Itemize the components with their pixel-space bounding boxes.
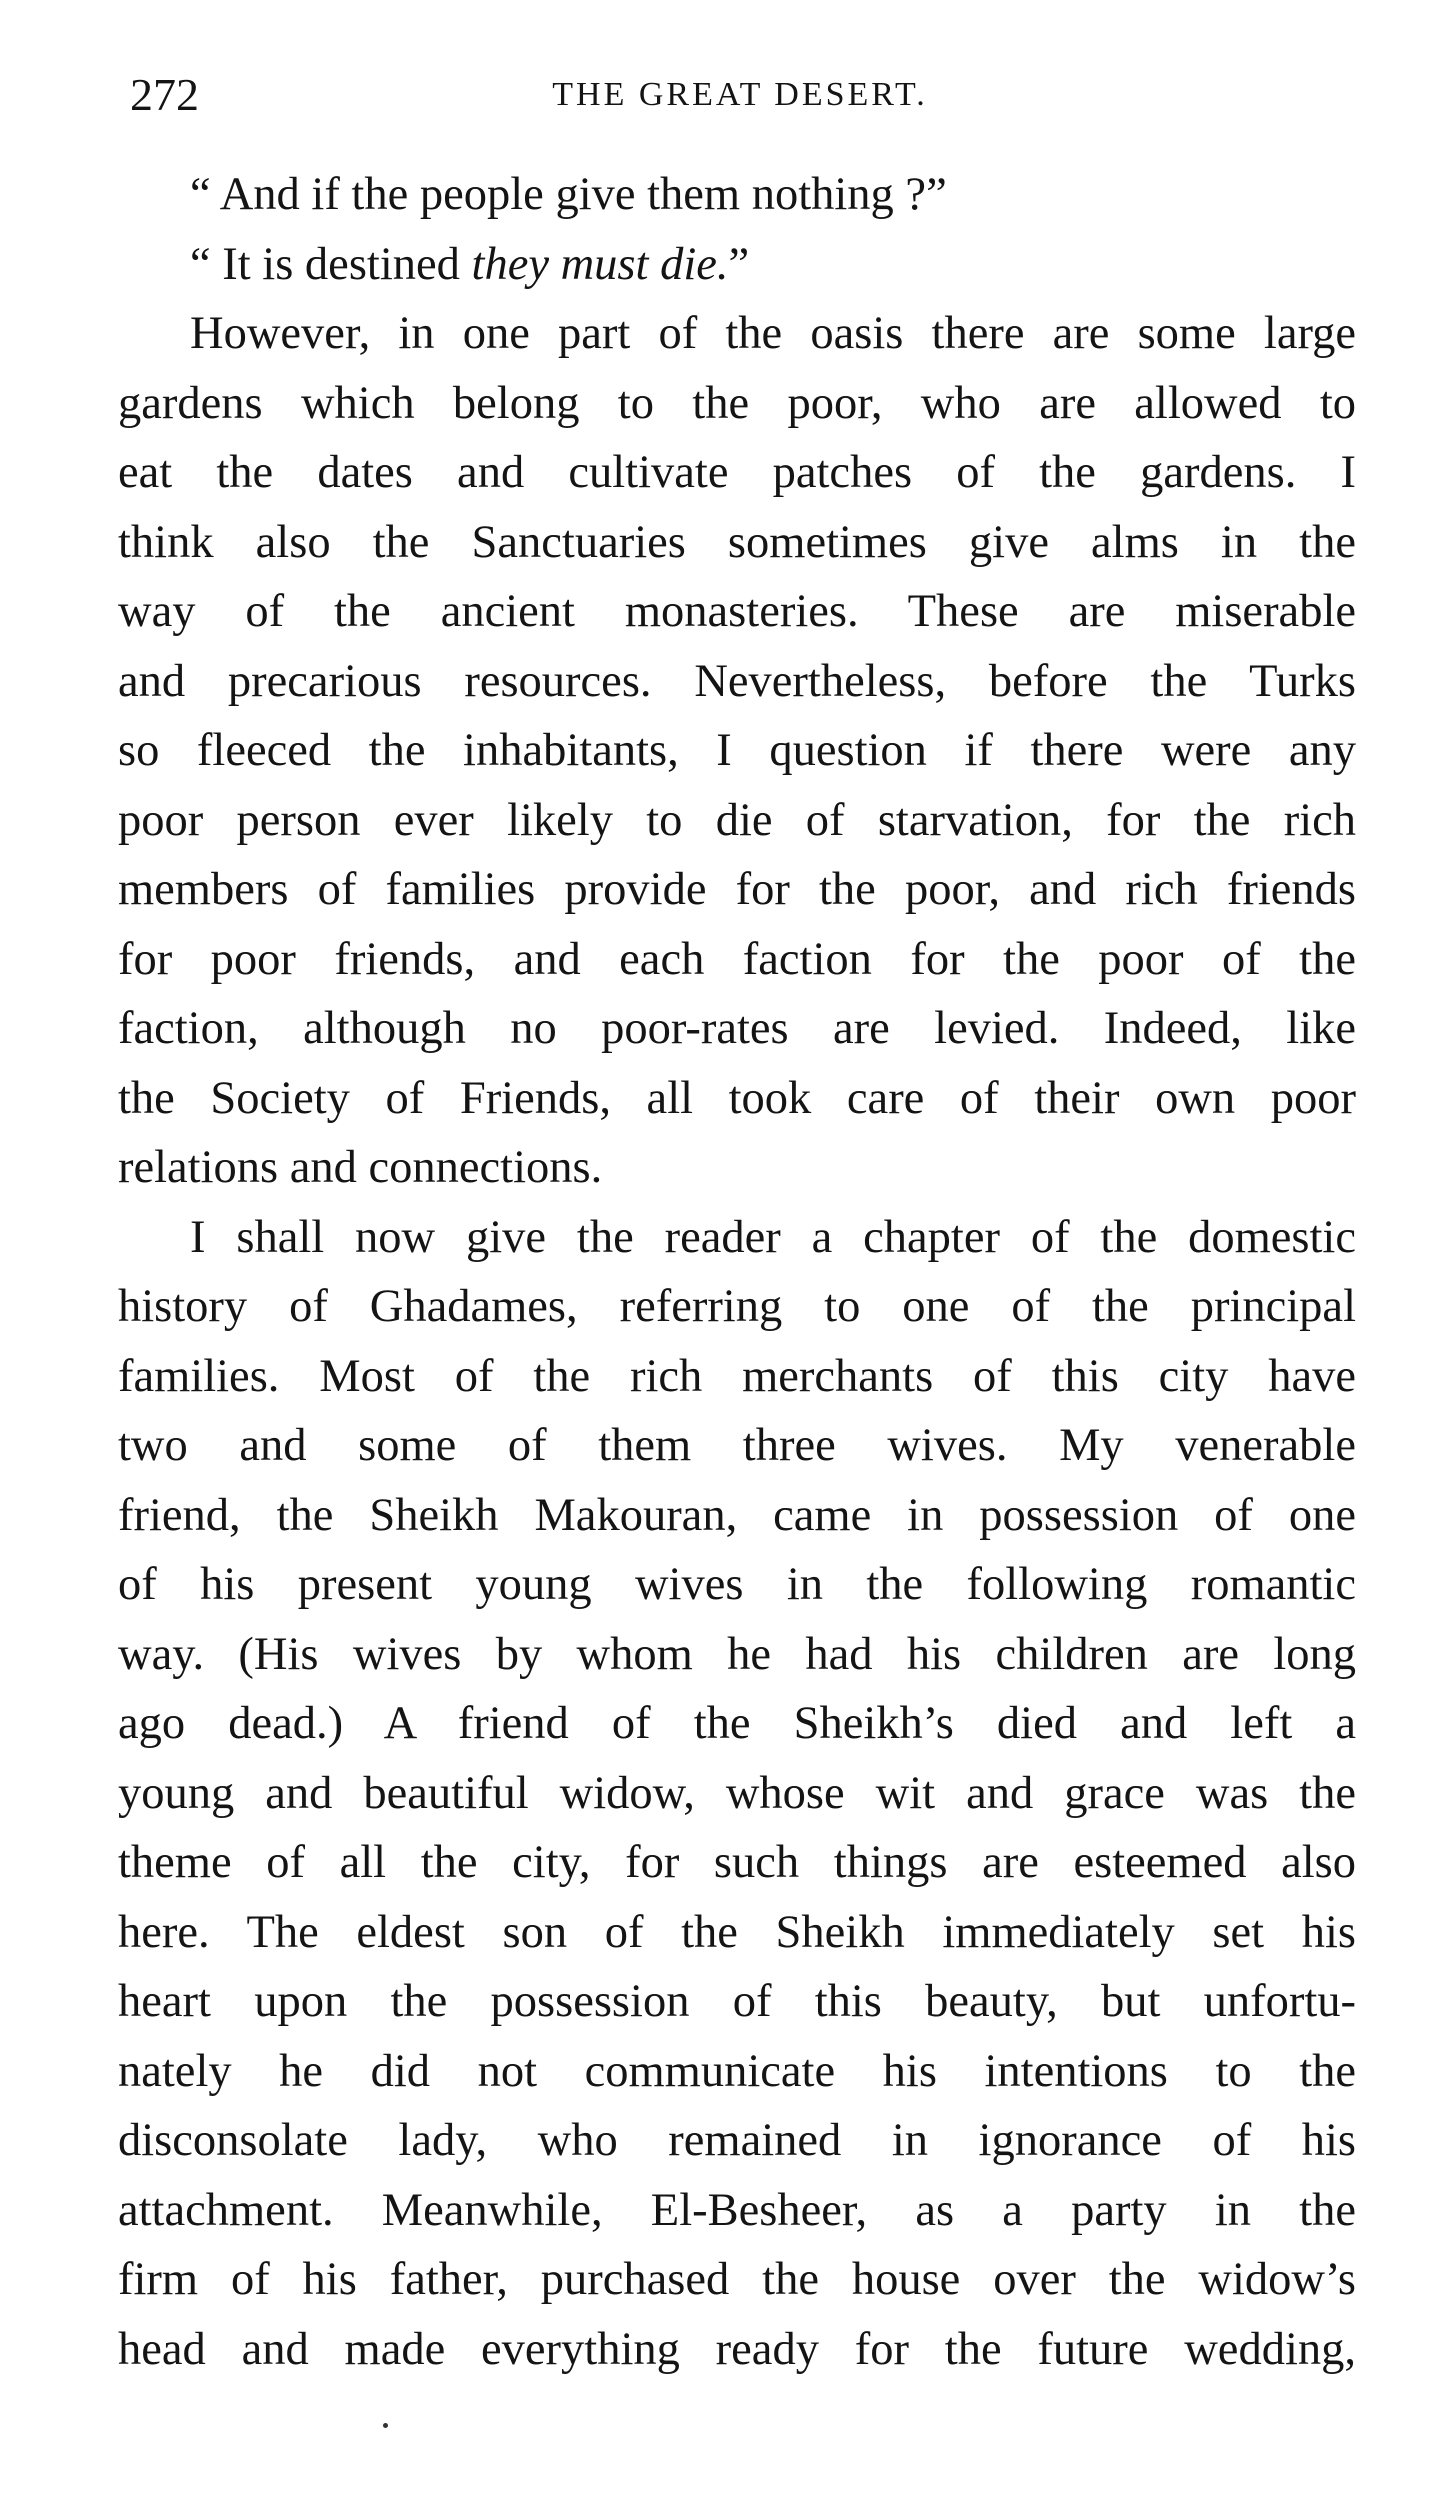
paragraph-line: two and some of them three wives. My venerable — [118, 1420, 1356, 1471]
paragraph-line: of his present young wives in the following romantic — [118, 1559, 1356, 1610]
paragraph-line: head and made everything ready for the future wedding, — [118, 2323, 1356, 2375]
paragraph-line: relations and connections. — [118, 1142, 603, 1193]
running-title: THE GREAT DESERT. — [552, 76, 928, 113]
paragraph-line: ago dead.) A friend of the Sheikh’s died and left a — [118, 1698, 1356, 1749]
paragraph-line: think also the Sanctuaries sometimes give alms in the — [118, 516, 1356, 568]
paragraph-line: attachment. Meanwhile, El-Besheer, as a party in the — [118, 2184, 1356, 2236]
italic-emphasis: they must die. — [471, 238, 729, 290]
paragraph-line: and precarious resources. Nevertheless, before the Turks — [118, 655, 1356, 707]
print-speck — [383, 2423, 388, 2428]
dialogue-text: “ It is destined — [190, 238, 472, 290]
paragraph-line: However, in one part of the oasis there are some large — [190, 308, 1356, 359]
paragraph-line: eat the dates and cultivate patches of the gardens. I — [118, 447, 1356, 498]
paragraph-line: I shall now give the reader a chapter of the domestic — [190, 1211, 1356, 1263]
paragraph-line: families. Most of the rich merchants of this city have — [118, 1350, 1356, 1402]
paragraph-line: gardens which belong to the poor, who are allowed to — [118, 377, 1356, 429]
paragraph-line: heart upon the possession of this beauty, but unfortu- — [118, 1976, 1356, 2027]
paragraph-line: way. (His wives by whom he had his children are long — [118, 1628, 1356, 1680]
paragraph-line: here. The eldest son of the Sheikh immediately set his — [118, 1906, 1356, 1958]
paragraph-line: friend, the Sheikh Makouran, came in possession of one — [118, 1489, 1356, 1541]
paragraph-line: poor person ever likely to die of starvation, for the rich — [118, 794, 1356, 846]
paragraph-line: history of Ghadames, referring to one of the principal — [118, 1281, 1356, 1332]
closing-quote: ” — [728, 238, 750, 290]
dialogue-line: “ And if the people give them nothing ?” — [190, 169, 947, 220]
dialogue-line — [118, 230, 1356, 300]
paragraph-line: so fleeced the inhabitants, I question if there were any — [118, 725, 1356, 776]
paragraph-line: members of families provide for the poor, and rich friends — [118, 864, 1356, 915]
paragraph-line: disconsolate lady, who remained in ignorance of his — [118, 2115, 1356, 2166]
page-number: 272 — [130, 69, 199, 120]
paragraph-line: firm of his father, purchased the house over the widow’s — [118, 2254, 1356, 2305]
paragraph-line: faction, although no poor-rates are levied. Indeed, like — [118, 1003, 1356, 1054]
paragraph-line: nately he did not communicate his intentions to the — [118, 2045, 1356, 2097]
body-text — [118, 160, 1356, 2384]
paragraph-line: way of the ancient monasteries. These are miserable — [118, 586, 1356, 637]
paragraph-line: the Society of Friends, all took care of their own poor — [118, 1072, 1356, 1124]
paragraph-line: for poor friends, and each faction for the poor of the — [118, 933, 1356, 985]
page-header — [130, 60, 1350, 130]
paragraph-line: young and beautiful widow, whose wit and grace was the — [118, 1767, 1356, 1819]
paragraph-line: theme of all the city, for such things are esteemed also — [118, 1837, 1356, 1888]
